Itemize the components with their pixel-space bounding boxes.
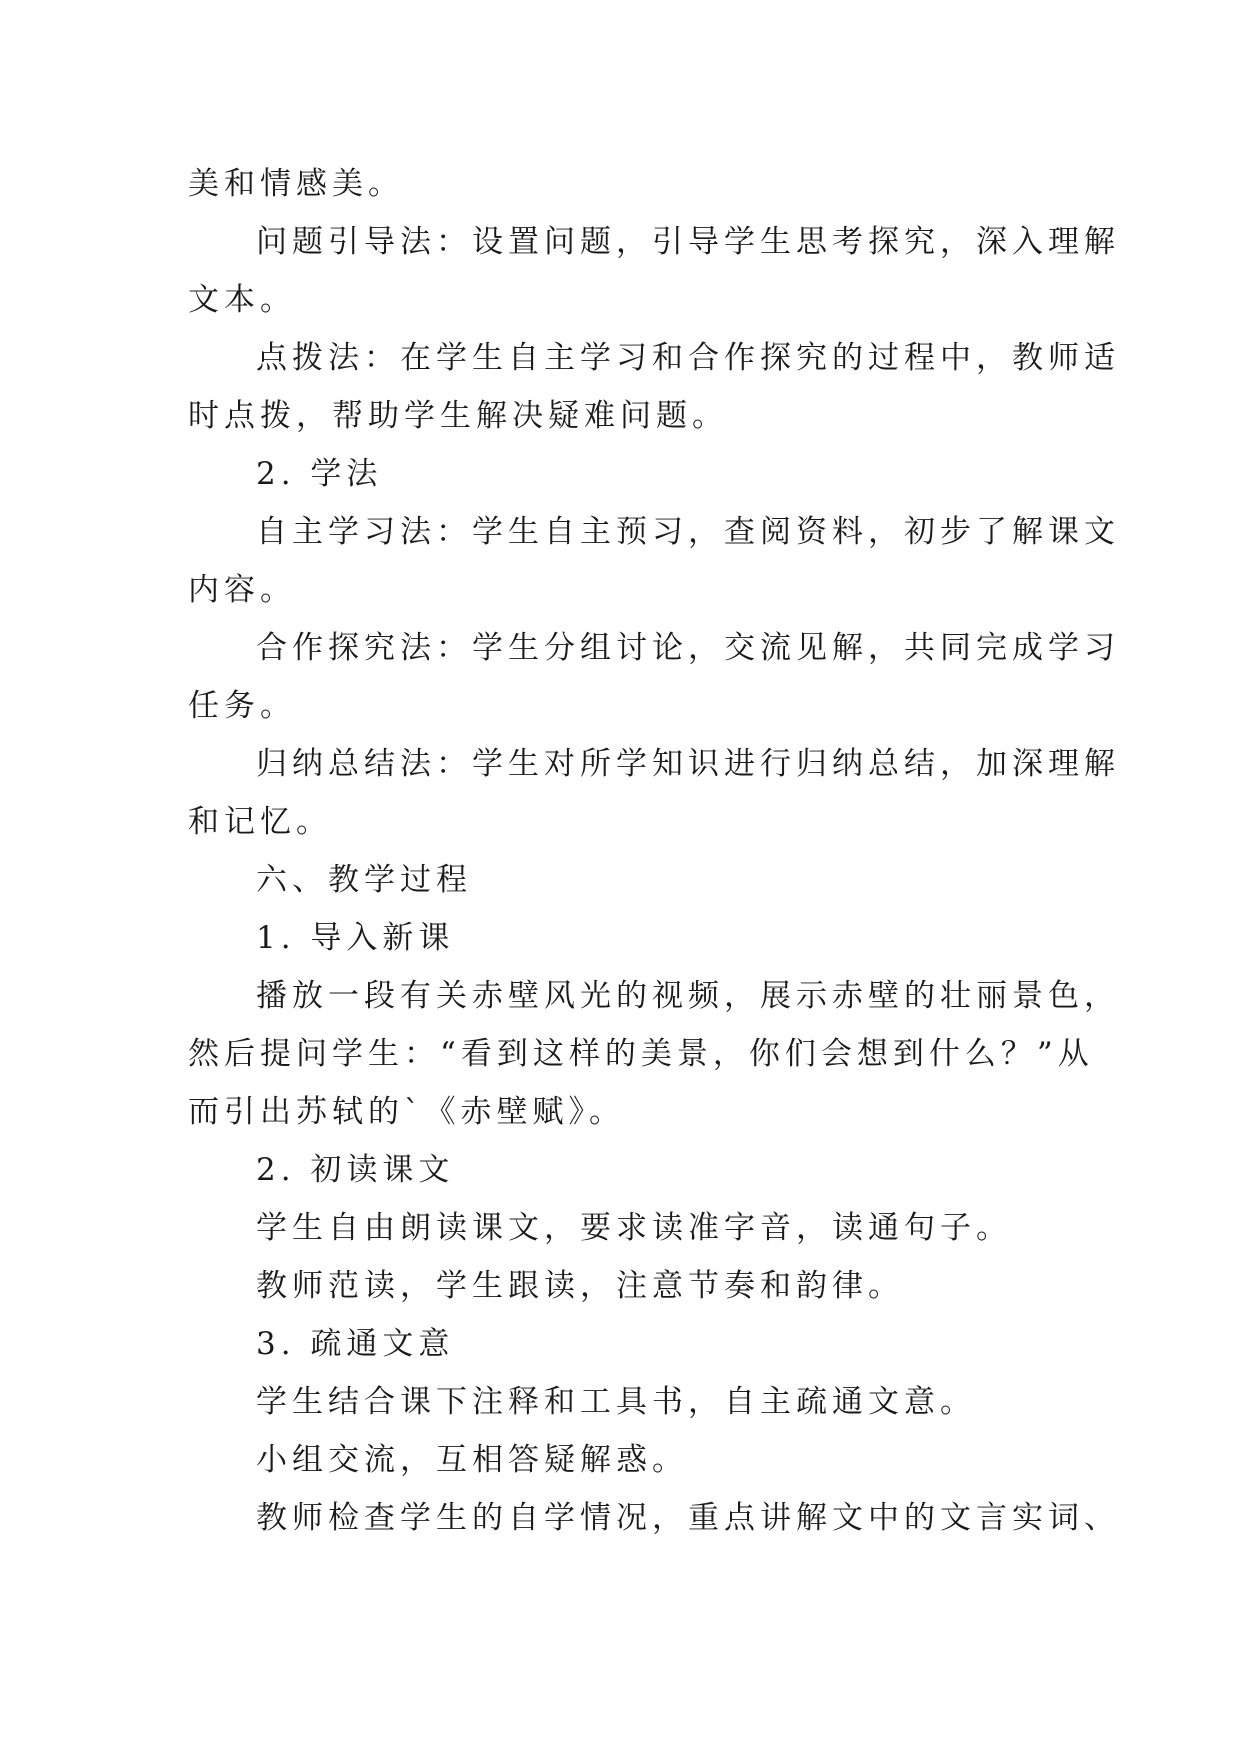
text-line: 时点拨，帮助学生解决疑难问题。 xyxy=(188,398,728,434)
section-heading: 六、教学过程 xyxy=(256,862,472,898)
text-line: 然后提问学生：“看到这样的美景，你们会想到什么？”从 xyxy=(188,1036,1094,1072)
text-line: 点拨法：在学生自主学习和合作探究的过程中，教师适 xyxy=(256,340,1120,376)
document-body xyxy=(188,155,1120,1547)
text-line: 文本。 xyxy=(188,282,296,318)
text-line: 播放一段有关赤壁风光的视频，展示赤壁的壮丽景色， xyxy=(256,978,1120,1014)
section-heading: 2. 初读课文 xyxy=(256,1152,455,1188)
text-line: 和记忆。 xyxy=(188,804,332,840)
text-line: 自主学习法：学生自主预习，查阅资料，初步了解课文 xyxy=(256,514,1120,550)
text-line: 教师范读，学生跟读，注意节奏和韵律。 xyxy=(256,1268,904,1304)
text-line: 教师检查学生的自学情况，重点讲解文中的文言实词、 xyxy=(256,1500,1120,1536)
text-line: 问题引导法：设置问题，引导学生思考探究，深入理解 xyxy=(256,224,1120,260)
section-heading: 1. 导入新课 xyxy=(256,920,455,956)
text-line: 美和情感美。 xyxy=(188,166,404,202)
section-heading: 3. 疏通文意 xyxy=(256,1326,455,1362)
text-line: 任务。 xyxy=(188,688,296,724)
text-line: 合作探究法：学生分组讨论，交流见解，共同完成学习 xyxy=(256,630,1120,666)
text-line: 内容。 xyxy=(188,572,296,608)
section-heading: 2. 学法 xyxy=(256,456,383,492)
text-line: 学生结合课下注释和工具书，自主疏通文意。 xyxy=(256,1384,976,1420)
text-line: 归纳总结法：学生对所学知识进行归纳总结，加深理解 xyxy=(256,746,1120,782)
text-line: 学生自由朗读课文，要求读准字音，读通句子。 xyxy=(256,1210,1012,1246)
text-line: 而引出苏轼的`《赤壁赋》。 xyxy=(188,1094,625,1130)
text-line: 小组交流，互相答疑解惑。 xyxy=(256,1442,688,1478)
